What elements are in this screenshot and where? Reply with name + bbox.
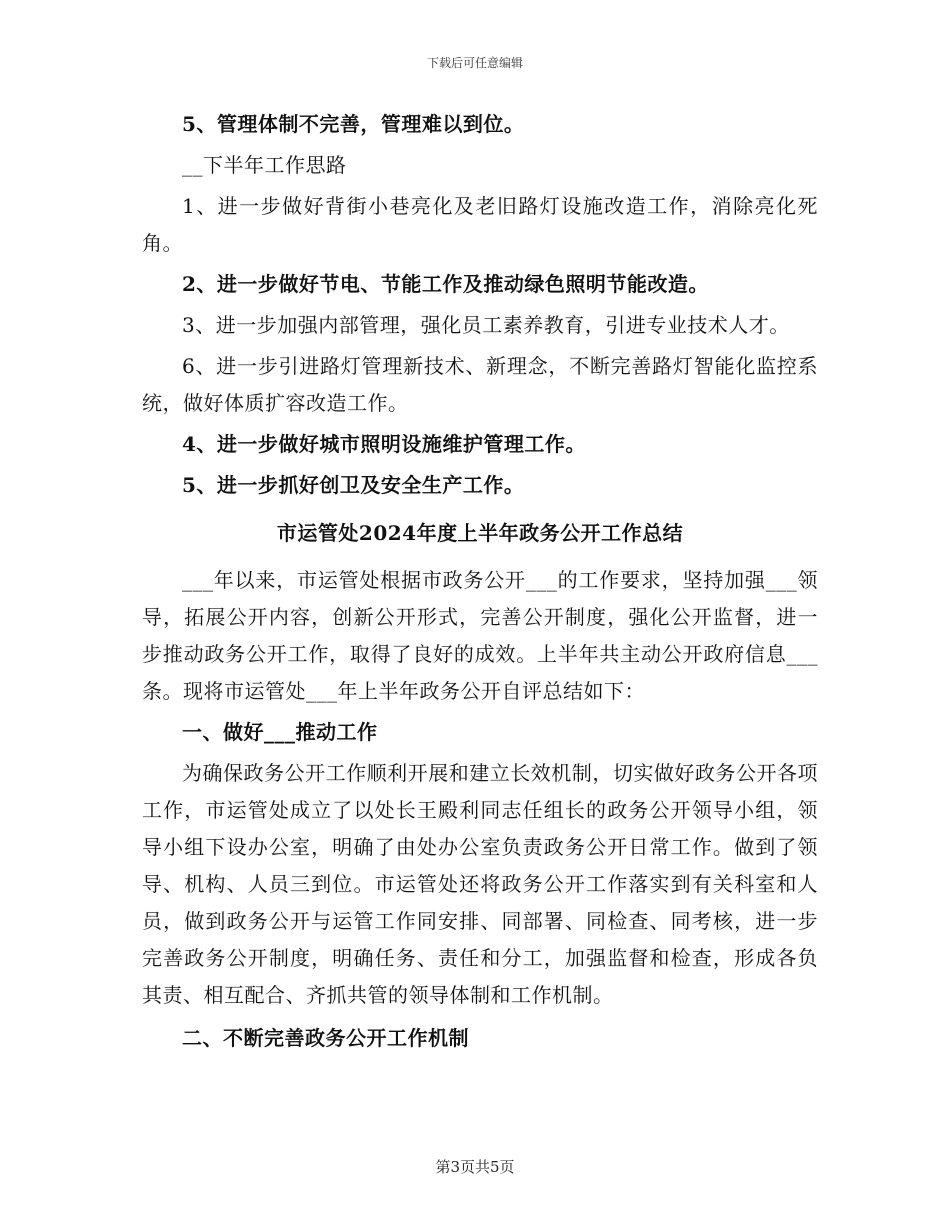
- paragraph: 4、进一步做好城市照明设施维护管理工作。: [182, 432, 586, 456]
- paragraph: 3、进一步加强内部管理，强化员工素养教育，引进专业技术人才。: [182, 313, 790, 337]
- page-footer: 第3页共5页: [435, 1158, 515, 1176]
- section-heading: 二、不断完善政务公开工作机制: [182, 1026, 469, 1050]
- paragraph: 5、管理体制不完善，管理难以到位。: [182, 112, 525, 136]
- page-header: 下载后可任意编辑: [426, 56, 523, 70]
- document-title: 市运管处2024年度上半年政务公开工作总结: [276, 521, 684, 545]
- paragraph: 2、进一步做好节电、节能工作及推动绿色照明节能改造。: [182, 272, 709, 296]
- document-content: [142, 106, 818, 1057]
- paragraph: 为确保政务公开工作顺利开展和建立长效机制，切实做好政务公开各项工作，市运管处成立了以处长王殿利同志任组长的政务公开领导小组，领导小组下设办公室，明确了由处办公室负责政务公开日常工作。做到了领导、机构、人员三到位。市运管处还将政务公开工作落实到有关科室和人员，做到政务公开与运管工作同安排、同部署、同检查、同考核，进一步完善政务公开制度，明确任务、责任和分工，加强监督和检查，形成各负其责、相互配合、齐抓共管的领导体制和工作机制。: [142, 761, 818, 1007]
- section-heading: 一、做好___推动工作: [182, 720, 378, 744]
- paragraph: 1、进一步做好背街小巷亮化及老旧路灯设施改造工作，消除亮化死角。: [142, 194, 818, 255]
- paragraph: __下半年工作思路: [182, 153, 347, 177]
- paragraph: ___年以来，市运管处根据市政务公开___的工作要求，坚持加强___领导，拓展公开内容，创新公开形式，完善公开制度，强化公开监督，进一步推动政务公开工作，取得了良好的成效。上半年共主动公开政府信息___条。现将市运管处___年上半年政务公开自评总结如下：: [142, 568, 818, 703]
- paragraph: 5、进一步抓好创卫及安全生产工作。: [182, 473, 525, 497]
- paragraph: 6、进一步引进路灯管理新技术、新理念，不断完善路灯智能化监控系统，做好体质扩容改造工作。: [142, 354, 818, 415]
